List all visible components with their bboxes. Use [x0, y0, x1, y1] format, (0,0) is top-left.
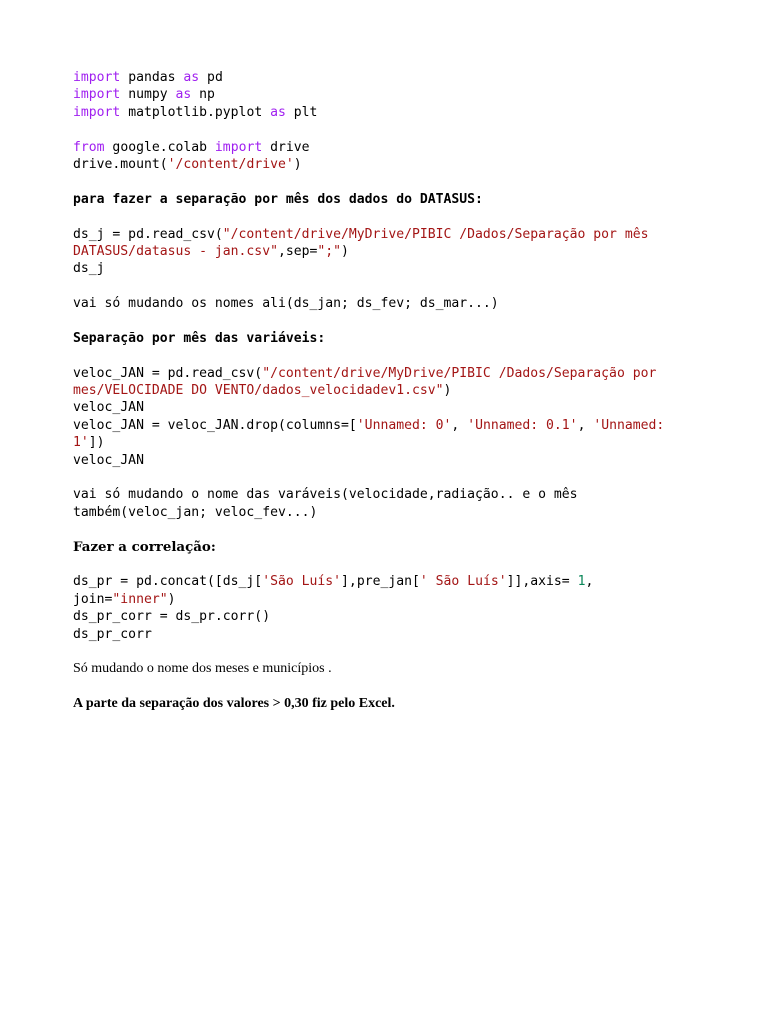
code-string: ";": [317, 243, 342, 259]
code-line: [73, 365, 713, 382]
code-line: [73, 139, 713, 156]
code-line: [73, 104, 713, 121]
code-line: [73, 69, 713, 86]
code-line: [73, 417, 713, 434]
code-text: ,: [585, 574, 594, 590]
code-line: [73, 626, 713, 643]
code-text: pandas: [120, 70, 184, 85]
code-text: ,: [451, 417, 468, 433]
document-page: [73, 69, 713, 713]
code-text: pd: [199, 70, 223, 85]
code-string: '/content/drive': [167, 156, 294, 172]
code-text: ds_pr_corr = ds_pr.corr(): [73, 609, 271, 625]
code-string: 1': [73, 435, 89, 451]
code-text: ds_pr_corr: [73, 626, 152, 642]
code-keyword: as: [175, 87, 192, 103]
code-line: [73, 243, 713, 260]
code-correlacao: [73, 573, 713, 643]
code-text: veloc_JAN = pd.read_csv(: [73, 365, 263, 381]
code-line: [73, 260, 713, 277]
code-number: 1: [577, 574, 586, 590]
code-string: "/content/drive/MyDrive/PIBIC /Dados/Separação por mês: [222, 226, 649, 242]
code-keyword: import: [73, 70, 121, 85]
code-text: drive.mount(: [73, 156, 168, 172]
code-datasus-read: [73, 226, 713, 278]
code-text: drive: [262, 139, 310, 155]
code-text: ],pre_jan[: [341, 574, 420, 590]
code-line: [73, 452, 713, 469]
final-note: A parte da separação dos valores > 0,30 fiz pelo Excel.: [73, 696, 395, 712]
code-keyword: from: [73, 139, 105, 155]
code-text: ): [293, 156, 302, 172]
code-text: join=: [73, 591, 113, 607]
code-text: veloc_JAN: [73, 400, 144, 416]
code-text: veloc_JAN: [73, 452, 144, 468]
note-veloc-line-2: também(veloc_jan; veloc_fev...): [73, 504, 318, 520]
code-drive-mount: [73, 139, 713, 174]
code-text: np: [191, 87, 215, 103]
heading-variaveis: Separação por mês das variáveis:: [73, 330, 326, 346]
code-keyword: import: [73, 104, 121, 120]
code-line: [73, 382, 713, 399]
code-text: numpy: [120, 87, 176, 103]
code-line: [73, 434, 713, 451]
code-line: [73, 156, 713, 173]
code-line: [73, 591, 713, 608]
code-text: google.colab: [104, 139, 215, 155]
code-line: [73, 86, 713, 103]
code-text: ]): [88, 435, 105, 451]
code-text: ,: [577, 417, 594, 433]
code-keyword: as: [270, 104, 286, 120]
heading-correlacao: Fazer a correlação:: [73, 538, 216, 555]
note-veloc-line-1: vai só mudando o nome das varáveis(velocidade,radiação.. e o mês: [73, 487, 578, 503]
note-meses: Só mudando o nome dos meses e municípios .: [73, 661, 332, 677]
code-text: matplotlib.pyplot: [120, 104, 271, 120]
code-text: veloc_JAN = veloc_JAN.drop(columns=[: [73, 417, 357, 433]
code-keyword: import: [214, 139, 263, 155]
code-text: ): [341, 243, 349, 259]
code-text: ): [167, 591, 176, 607]
code-text: ds_j: [73, 261, 105, 277]
code-line: [73, 573, 713, 590]
code-keyword: as: [183, 70, 200, 85]
code-string: ' São Luís': [419, 574, 507, 590]
code-veloc: [73, 365, 713, 469]
code-text: plt: [285, 104, 318, 120]
code-text: ,sep=: [277, 243, 318, 259]
code-line: [73, 608, 713, 625]
code-string: 'Unnamed: 0.1': [467, 417, 578, 433]
code-string: "/content/drive/MyDrive/PIBIC /Dados/Separação por: [262, 365, 657, 381]
code-string: mes/VELOCIDADE DO VENTO/dados_velocidadev1.csv": [73, 383, 444, 399]
note-datasus: vai só mudando os nomes ali(ds_jan; ds_fev; ds_mar...): [73, 296, 499, 312]
code-imports: [73, 69, 713, 121]
code-text: ]],axis=: [506, 574, 578, 590]
code-text: ds_pr = pd.concat([ds_j[: [73, 574, 263, 590]
heading-datasus: para fazer a separação por mês dos dados do DATASUS:: [73, 191, 483, 207]
code-text: ds_j = pd.read_csv(: [73, 226, 223, 242]
code-string: "inner": [112, 591, 168, 607]
code-keyword: import: [73, 87, 121, 103]
code-string: 'Unnamed: 0': [356, 417, 452, 433]
code-text: ): [443, 383, 452, 399]
code-string: DATASUS/datasus - jan.csv": [73, 243, 278, 259]
code-string: 'São Luís': [262, 574, 342, 590]
code-line: [73, 226, 713, 243]
code-string: 'Unnamed:: [593, 417, 665, 433]
code-line: [73, 399, 713, 416]
